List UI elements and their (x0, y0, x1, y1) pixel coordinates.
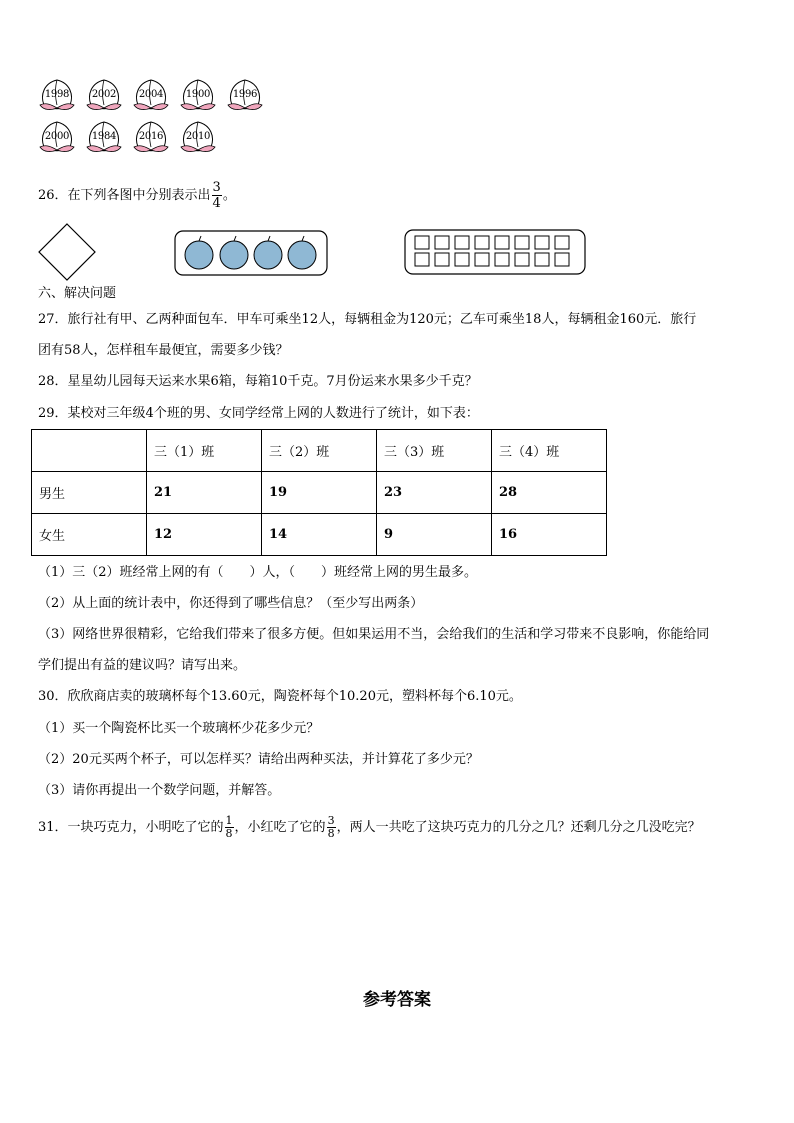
table-header-cell: 三（3）班 (377, 430, 492, 472)
peach-card (36, 77, 78, 113)
fraction-three-eighths (327, 815, 336, 840)
answers-title: 参考答案 (363, 990, 431, 1010)
table-cell: 19 (262, 472, 377, 514)
grid-square (475, 236, 489, 249)
grid-square (555, 236, 569, 249)
grid-square (415, 236, 429, 249)
peach-row-2 (36, 119, 219, 155)
peach-year: 1998 (44, 89, 70, 100)
question-29-part-3-line-1: （3）网络世界很精彩，它给我们带来了很多方便。但如果运用不当，会给我们的生活和学习带来不良影响，你能给同 (38, 627, 710, 642)
grid-square (515, 236, 529, 249)
grid-square (495, 236, 509, 249)
question-29-intro: 29．某校对三年级4个班的男、女同学经常上网的人数进行了统计，如下表： (38, 406, 479, 421)
grid-square (435, 253, 449, 266)
grid-box-figure (404, 229, 586, 275)
table-header-cell: 三（1）班 (147, 430, 262, 472)
q26-text: 26．在下列各图中分别表示出 (38, 188, 211, 203)
table-cell: 16 (492, 514, 607, 556)
grid-square (455, 253, 469, 266)
table-header-cell (32, 430, 147, 472)
apple-box-figure (174, 230, 328, 276)
table-cell: 12 (147, 514, 262, 556)
peach-card (224, 77, 266, 113)
peach-card (36, 119, 78, 155)
grid-square (515, 253, 529, 266)
frac-denominator: 8 (327, 827, 335, 840)
table-cell: 28 (492, 472, 607, 514)
table-row (32, 514, 607, 556)
question-29-part-3-line-2: 学们提出有益的建议吗？请写出来。 (38, 658, 247, 673)
stats-table (31, 429, 607, 556)
peach-row-1 (36, 77, 266, 113)
question-29-part-2: （2）从上面的统计表中，你还得到了哪些信息？（至少写出两条） (38, 596, 424, 611)
q26-tail: 。 (222, 188, 236, 203)
peach-card (83, 119, 125, 155)
table-cell: 9 (377, 514, 492, 556)
fraction-three-quarters (212, 180, 222, 211)
table-cell: 14 (262, 514, 377, 556)
question-30-part-2: （2）20元买两个杯子，可以怎样买？请给出两种买法，并计算花了多少元？ (38, 752, 479, 767)
grid-square (535, 253, 549, 266)
peach-card (177, 77, 219, 113)
frac-denominator: 4 (212, 196, 221, 211)
peach-year: 2000 (44, 131, 70, 142)
peach-year: 1900 (185, 89, 211, 100)
frac-numerator: 3 (327, 814, 335, 827)
question-27-line-2: 团有58人，怎样租车最便宜，需要多少钱？ (38, 343, 289, 358)
question-27-line-1: 27．旅行社有甲、乙两种面包车．甲车可乘坐12人，每辆租金为120元；乙车可乘坐18人，每辆租金160元．旅行 (38, 312, 697, 327)
q31-text-b: ，小红吃了它的 (234, 820, 326, 835)
frac-numerator: 3 (212, 180, 221, 195)
question-30-intro: 30．欣欣商店卖的玻璃杯每个13.60元，陶瓷杯每个10.20元，塑料杯每个6.10元。 (38, 689, 522, 704)
grid-square (475, 253, 489, 266)
fraction-one-eighth (225, 815, 234, 840)
grid-square (535, 236, 549, 249)
q31-text-a: 31．一块巧克力，小明吃了它的 (38, 820, 224, 835)
grid-square (555, 253, 569, 266)
question-28: 28．星星幼儿园每天运来水果6箱，每箱10千克。7月份运来水果多少千克？ (38, 374, 478, 389)
peach-year: 2016 (138, 131, 164, 142)
table-cell: 23 (377, 472, 492, 514)
grid-square (495, 253, 509, 266)
peach-card (130, 119, 172, 155)
diamond-figure (37, 222, 97, 282)
table-header-cell: 三（2）班 (262, 430, 377, 472)
question-31 (38, 815, 701, 840)
grid-square (435, 236, 449, 249)
table-header-row (32, 430, 607, 472)
table-cell: 21 (147, 472, 262, 514)
peach-year: 2002 (91, 89, 117, 100)
table-row (32, 472, 607, 514)
question-30-part-1: （1）买一个陶瓷杯比买一个玻璃杯少花多少元？ (38, 721, 320, 736)
peach-card (83, 77, 125, 113)
question-29-part-1: （1）三（2）班经常上网的有（ ）人，（ ）班经常上网的男生最多。 (38, 565, 478, 580)
section-6-heading: 六、解决问题 (38, 286, 117, 301)
peach-year: 1984 (91, 131, 117, 142)
peach-card (130, 77, 172, 113)
frac-numerator: 1 (225, 814, 233, 827)
peach-year: 2004 (138, 89, 164, 100)
q31-text-c: ，两人一共吃了这块巧克力的几分之几？还剩几分之几没吃完？ (336, 820, 701, 835)
table-cell: 男生 (32, 472, 147, 514)
table-header-cell: 三（4）班 (492, 430, 607, 472)
question-26 (38, 180, 236, 211)
grid-square (455, 236, 469, 249)
peach-year: 1996 (232, 89, 258, 100)
table-cell: 女生 (32, 514, 147, 556)
question-30-part-3: （3）请你再提出一个数学问题，并解答。 (38, 783, 281, 798)
frac-denominator: 8 (225, 827, 233, 840)
grid-square (415, 253, 429, 266)
peach-year: 2010 (185, 131, 211, 142)
peach-card (177, 119, 219, 155)
